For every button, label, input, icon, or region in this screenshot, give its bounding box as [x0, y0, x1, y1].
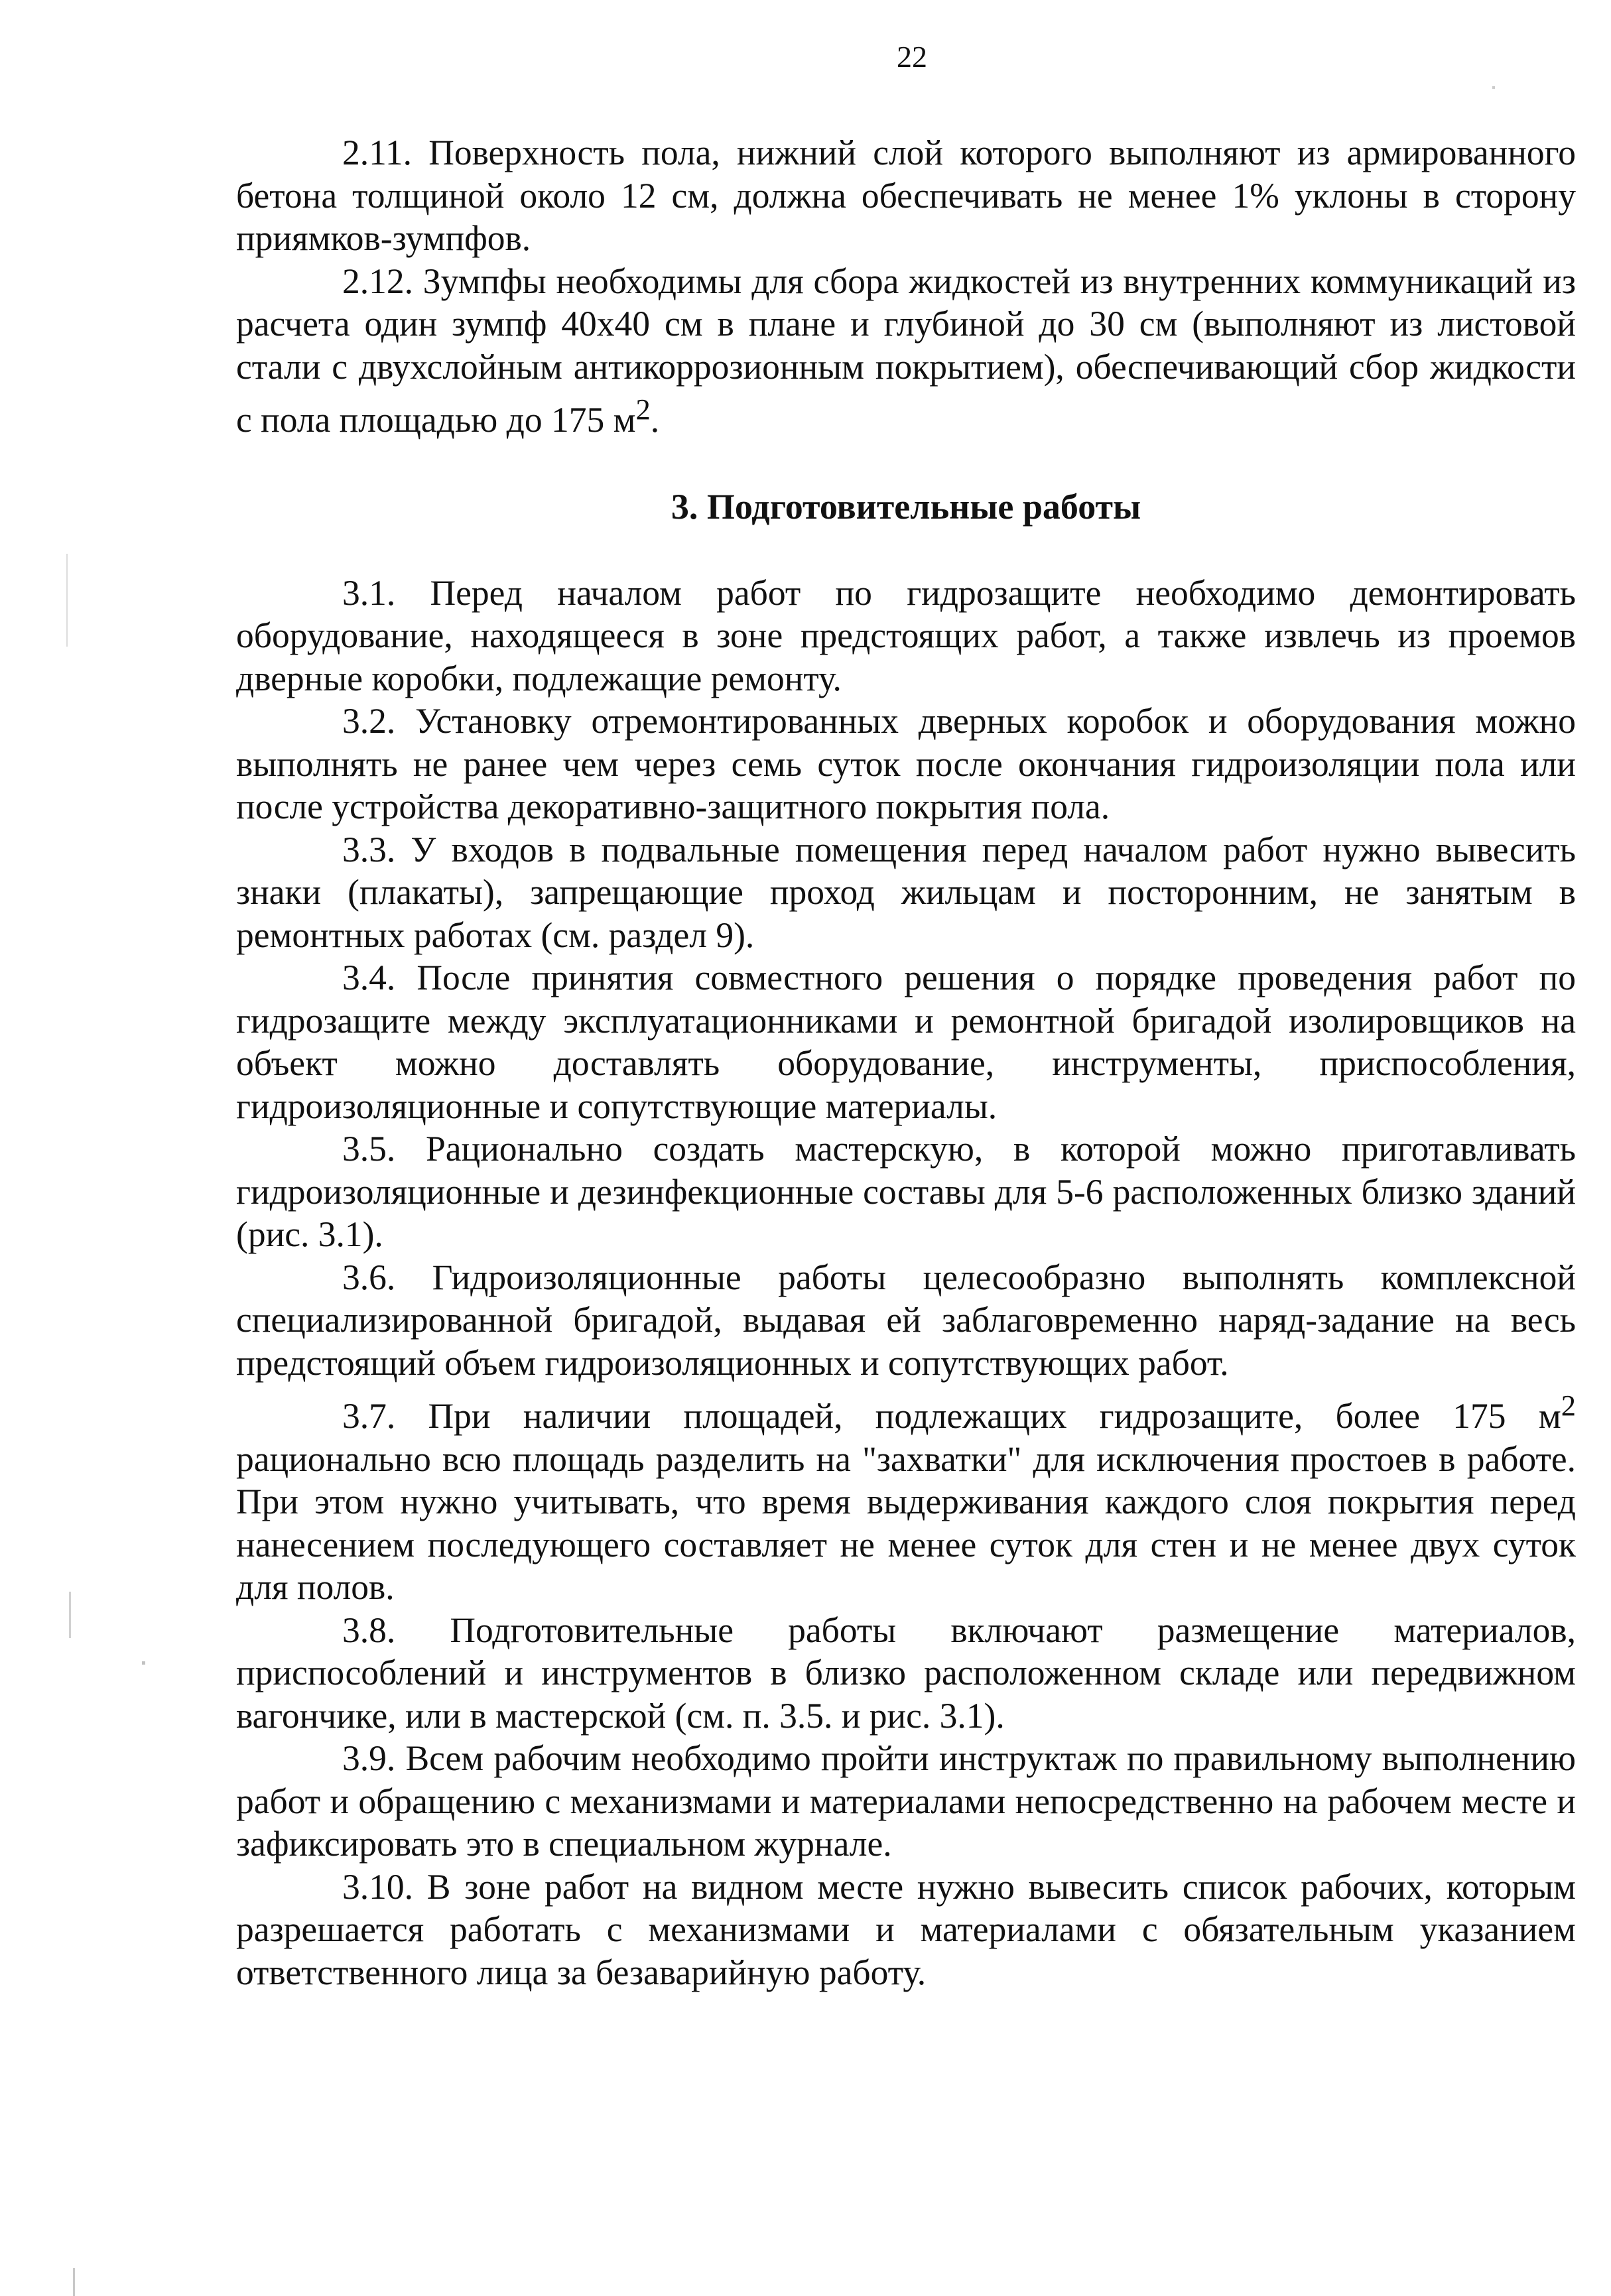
paragraph-3-2: 3.2. Установку отремонтированных дверных коробок и оборудования можно выполнять не ранее чем через семь суток после окончания гидроизоляции пола или после устройства декоративно-защитного покрытия пола.	[236, 701, 1576, 827]
paragraph-3-1: 3.1. Перед началом работ по гидрозащите необходимо демонтировать оборудование, находящееся в зоне предстоящих работ, а также извлечь из проемов дверные коробки, подлежащие ремонту.	[236, 572, 1576, 698]
paragraph-3-3: 3.3. У входов в подвальные помещения перед началом работ нужно вывесить знаки (плакаты), запрещающие проход жильцам и посторонним, не занятым в ремонтных работах (см. раздел 9).	[236, 829, 1576, 955]
paragraph-3-5: 3.5. Рационально создать мастерскую, в которой можно приготавливать гидроизоляционные и дезинфекционные составы для 5-6 расположенных близко зданий (рис. 3.1).	[236, 1129, 1576, 1255]
paragraph-3-8: 3.8. Подготовительные работы включают размещение материалов, приспособлений и инструментов в близко расположенном складе или передвижном вагончике, или в мастерской (см. п. 3.5. и рис. 3.1).	[236, 1610, 1576, 1736]
scan-mark-top-right	[1492, 86, 1495, 89]
page-number: 22	[897, 40, 927, 74]
paragraph-3-6: 3.6. Гидроизоляционные работы целесообразно выполнять комплексной специализированной бригадой, выдавая ей заблаговременно наряд-задание на весь предстоящий объем гидроизоляционных и сопутствующих работ.	[236, 1257, 1576, 1383]
section-heading: 3. Подготовительные работы	[671, 487, 1141, 527]
scan-mark-left-bottom	[73, 2268, 75, 2296]
paragraph-3-7: 3.7. При наличии площадей, подлежащих гидрозащите, более 175 $м^2$ рационально всю площадь разделить на "захватки" для исключения простоев в работе. При этом нужно учитывать, что время выдерживания каждого слоя покрытия перед нанесением последующего составляет не менее суток для стен и не менее двух суток для полов.	[236, 1389, 1576, 1608]
paragraph-3-4: 3.4. После принятия совместного решения о порядке проведения работ по гидрозащите между эксплуатационниками и ремонтной бригадой изолировщиков на объект можно доставлять оборудование, инструменты, приспособления, гидроизоляционные и сопутствующие материалы.	[236, 958, 1576, 1126]
scan-mark-left-upper	[66, 554, 68, 647]
paragraph-3-9: 3.9. Всем рабочим необходимо пройти инструктаж по правильному выполнению работ и обращению с механизмами и материалами непосредственно на рабочем месте и зафиксировать это в специальном журнале.	[236, 1738, 1576, 1864]
document-body	[236, 131, 1576, 1994]
paragraph-2-12: 2.12. Зумпфы необходимы для сбора жидкостей из внутренних коммуникаций из расчета один зумпф 40х40 см в плане и глубиной до 30 см (выполняют из листовой стали с двухслойным антикоррозионным покрытием), обеспечивающий сбор жидкости с пола площадью до 175 $м^2$.	[236, 261, 1576, 440]
paragraph-2-11: 2.11. Поверхность пола, нижний слой которого выполняют из армированного бетона толщиной около 12 см, должна обеспечивать не менее 1% уклоны в сторону приямков-зумпфов.	[236, 133, 1576, 258]
superscript-2: 2	[635, 393, 651, 426]
superscript-2: 2	[1561, 1389, 1576, 1423]
scan-mark-left-dot	[142, 1661, 145, 1665]
paragraph-3-10: 3.10. В зоне работ на видном месте нужно вывесить список рабочих, которым разрешается работать с механизмами и материалами с обязательным указанием ответственного лица за безаварийную работу.	[236, 1866, 1576, 1992]
scan-mark-left-middle	[69, 1592, 71, 1638]
